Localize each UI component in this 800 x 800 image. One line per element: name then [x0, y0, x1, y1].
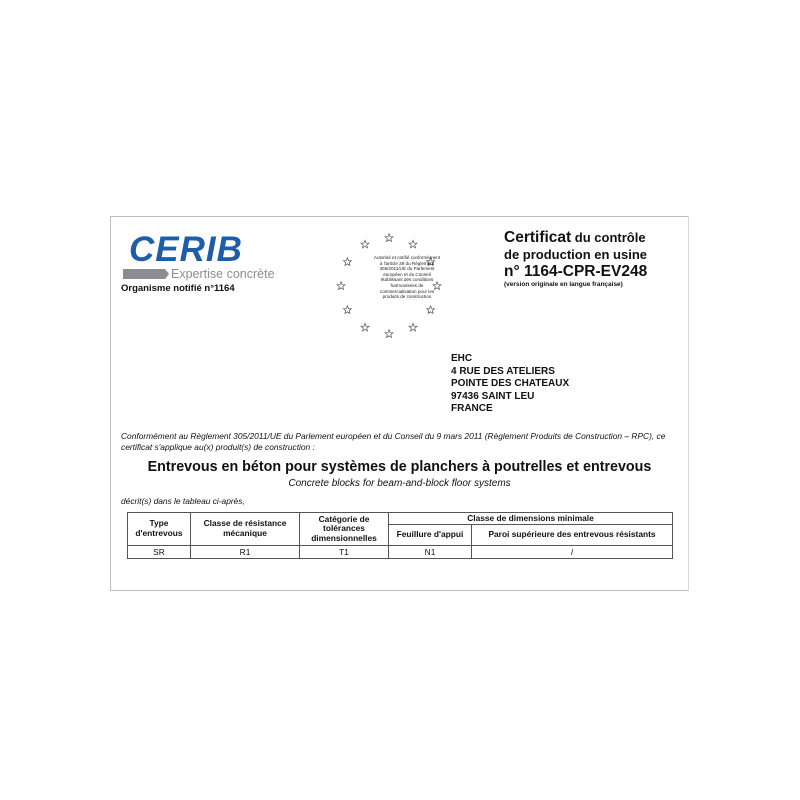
- star-icon: [343, 306, 351, 314]
- cell-paroi: /: [472, 546, 673, 559]
- cell-feuillure: N1: [389, 546, 472, 559]
- certificate-page: [110, 216, 689, 591]
- cerib-logo: [121, 227, 281, 287]
- header-classe-dimensions: Classe de dimensions minimale: [389, 513, 673, 525]
- intro-text: Conformément au Règlement 305/2011/UE du Parlement européen et du Conseil du 9 mars 2011 (Règlement Produits de Construction – RPC), ce certificat s'applique au(x) produit(s) de construction :: [121, 431, 666, 452]
- logo-swoosh: [123, 269, 169, 279]
- described-text: décrit(s) dans le tableau ci-après,: [121, 496, 245, 506]
- organisme-notifie: Organisme notifié n°1164: [121, 283, 235, 294]
- star-icon: [361, 323, 369, 331]
- header-type: Type d'entrevous: [128, 513, 191, 546]
- holder-address: [451, 353, 569, 416]
- header-classe-resistance: Classe de résistance mécanique: [191, 513, 300, 546]
- star-icon: [427, 306, 435, 314]
- star-icon: [343, 258, 351, 266]
- header-feuillure: Feuillure d'appui: [389, 525, 472, 546]
- cert-line1: du contrôle: [571, 230, 646, 245]
- address-line: POINTE DES CHATEAUX: [451, 378, 570, 389]
- eu-notification-text: Autorisé et notifié conformément à l'article 39 du Règlement 305/2011/UE du Parlement européen et du Conseil établissant des conditions harmonisées de commercialisation pour les produits de construction: [373, 255, 441, 300]
- star-icon: [409, 323, 417, 331]
- table-row: [128, 546, 673, 559]
- product-title-fr: Entrevous en béton pour systèmes de planchers à poutrelles et entrevous: [147, 459, 652, 475]
- address-line: 4 RUE DES ATELIERS: [451, 365, 555, 377]
- address-line: FRANCE: [451, 403, 493, 414]
- cell-type: SR: [128, 546, 191, 559]
- certificate-heading: [504, 229, 684, 290]
- header-paroi: Paroi supérieure des entrevous résistants: [472, 525, 673, 546]
- star-icon: [337, 282, 345, 290]
- address-line: EHC: [451, 353, 473, 364]
- star-icon: [385, 234, 393, 242]
- address-line: 97436 SAINT LEU: [451, 390, 535, 402]
- cell-categorie: T1: [300, 546, 389, 559]
- cert-line2: de production en usine: [504, 247, 648, 262]
- star-icon: [409, 240, 417, 248]
- product-table: [127, 512, 673, 559]
- header-categorie: Catégorie de tolérances dimensionnelles: [300, 513, 389, 546]
- cell-classe-resistance: R1: [191, 546, 300, 559]
- cert-version: (version originale en langue française): [504, 281, 623, 288]
- star-icon: [361, 240, 369, 248]
- cert-number: n° 1164-CPR-EV248: [504, 263, 648, 280]
- logo-tagline: Expertise concrète: [171, 267, 275, 281]
- logo-brand: CERIB: [129, 230, 243, 269]
- product-title-en: Concrete blocks for beam-and-block floor systems: [288, 478, 511, 489]
- star-icon: [385, 330, 393, 338]
- cert-word: Certificat: [504, 229, 572, 246]
